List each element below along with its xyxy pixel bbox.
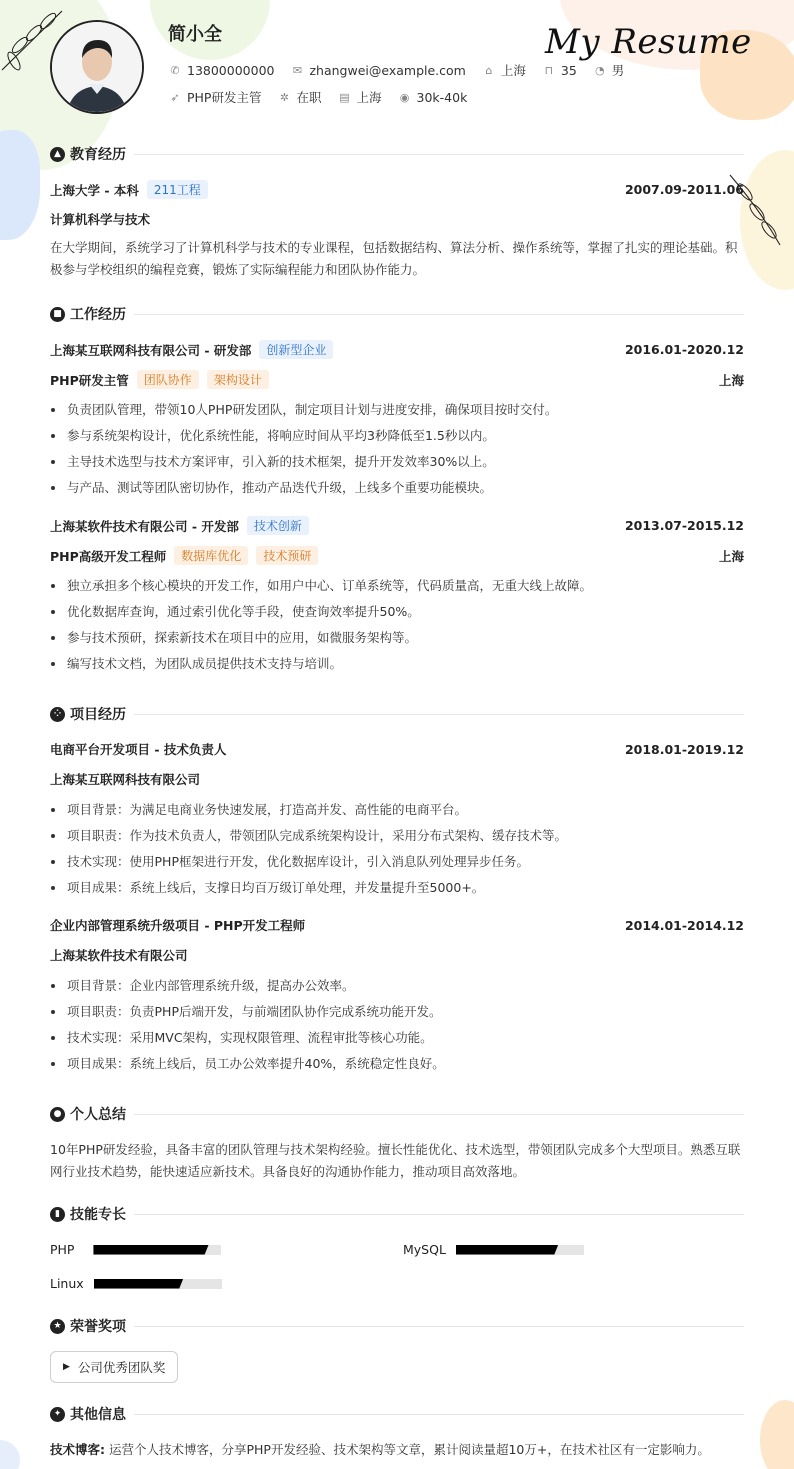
candidate-name: 简小全 [168,24,222,45]
job-city: 上海 [718,548,744,564]
decor-leaf [0,130,40,240]
skill-tag: 技术预研 [256,546,318,565]
job-title: PHP研发主管 [187,90,262,105]
skill-linux [50,1276,222,1291]
skill-name: MySQL [403,1242,446,1257]
job-date: 2016.01-2020.12 [624,342,744,357]
section-other [50,1404,744,1424]
list-item: 参与技术预研，探索新技术在项目中的应用，如微服务架构等。 [50,629,744,655]
user-icon: ● [50,1107,65,1122]
summary-text: 10年PHP研发经验，具备丰富的团队管理与技术架构经验。擅长性能优化、技术选型，带领团队完成多个大型项目。熟悉互联网行业技术趋势，能快速适应新技术。具备良好的沟通协作能力，推动项目高效落地。 [50,1142,741,1179]
job-status: 在职 [296,90,322,105]
list-item: 项目背景：企业内部管理系统升级，提高办公效率。 [50,977,744,1003]
skill-mysql [403,1242,584,1257]
skill-bar [94,1279,222,1289]
award-item [50,1351,178,1383]
cake-icon: ⊓ [544,63,554,77]
project-date: 2018.01-2019.12 [624,741,744,757]
education-date: 2007.09-2011.06 [624,182,744,197]
skill-name: Linux [50,1276,84,1291]
company-tag: 创新型企业 [259,340,333,359]
divider [134,1114,744,1115]
avatar [50,20,144,114]
company-tag: 技术创新 [247,516,309,535]
skill-bar-fill [93,1245,208,1255]
email-icon: ✉ [292,63,303,77]
list-item: 与产品、测试等团队密切协作，推动产品迭代升级，上线多个重要功能模块。 [50,479,744,505]
skill-bar [456,1245,584,1255]
money-icon: ◉ [399,90,410,104]
chart-icon: ▮ [50,1207,65,1222]
decor-leaf [0,1440,20,1469]
project-bullets [50,801,744,905]
list-item: 项目成果：系统上线后，支撑日均百万级订单处理，并发量提升至5000+。 [50,879,744,905]
section-summary [50,1104,744,1124]
section-title: 教育经历 [70,147,126,163]
position: PHP高级开发工程师 [50,548,167,564]
briefcase-icon: ■ [50,307,65,322]
resume-header [0,0,794,120]
job-position-row [50,370,744,389]
other-label: 技术博客: [50,1442,105,1457]
project-company: 上海某软件技术有限公司 [50,948,188,963]
grid-icon: ⁘ [50,707,65,722]
award-icon: ★ [50,1319,65,1334]
send-icon: ➶ [170,90,180,104]
section-projects [50,704,744,724]
section-title: 其他信息 [70,1407,126,1423]
section-honors [50,1316,744,1336]
job-bullets [50,577,744,681]
job-intent-row [168,88,483,106]
list-item: 技术实现：采用MVC架构，实现权限管理、流程审批等核心功能。 [50,1029,744,1055]
major: 计算机科学与技术 [50,212,151,227]
skill-bar-fill [456,1245,558,1255]
job-position-row [50,546,744,565]
list-item: 技术实现：使用PHP框架进行开发，优化数据库设计，引入消息队列处理异步任务。 [50,853,744,879]
other-info [50,1440,750,1458]
divider [134,154,744,155]
project-bullets [50,977,744,1081]
skill-php [50,1242,221,1257]
award-name: 公司优秀团队奖 [77,1360,166,1375]
skill-tag: 架构设计 [207,370,269,389]
list-item: 项目背景：为满足电商业务快速发展，打造高并发、高性能的电商平台。 [50,801,744,827]
list-item: 编写技术文档，为团队成员提供技术支持与培训。 [50,655,744,681]
skill-tag: 团队协作 [137,370,199,389]
section-education [50,144,744,164]
divider [134,714,744,715]
other-text: 运营个人技术博客，分享PHP开发经验、技术架构等文章，累计阅读量超10万+，在技术社区有一定影响力。 [108,1442,710,1457]
project-name: 企业内部管理系统升级项目 - PHP开发工程师 [50,918,306,933]
school-tag: 211工程 [147,180,208,199]
divider [134,1214,744,1215]
project-company: 上海某互联网科技有限公司 [50,772,201,787]
skill-name: PHP [50,1242,75,1257]
work-city: 上海 [356,90,382,105]
education-description: 在大学期间，系统学习了计算机科学与技术的专业课程，包括数据结构、算法分析、操作系统等，掌握了扎实的理论基础。积极参与学校组织的编程竞赛，锻炼了实际编程能力和团队协作能力。 [50,240,738,277]
project-name-row [50,916,744,934]
company: 上海某互联网科技有限公司 - 研发部 [50,342,252,358]
gender: 男 [611,63,625,78]
home-icon: ⌂ [485,63,493,77]
gender-icon: ◔ [594,63,605,77]
section-work [50,304,744,324]
position: PHP研发主管 [50,372,129,388]
skill-tag: 数据库优化 [174,546,248,565]
list-item: 项目职责：负责PHP后端开发，与前端团队协作完成系统功能开发。 [50,1003,744,1029]
section-title: 工作经历 [70,307,126,323]
list-item: 优化数据库查询，通过索引优化等手段，使查询效率提升50%。 [50,603,744,629]
section-title: 项目经历 [70,707,126,723]
job-date: 2013.07-2015.12 [624,518,744,533]
email: zhangwei@example.com [309,62,466,78]
age: 35 [560,62,577,78]
skill-bar [93,1245,221,1255]
phone-icon: ✆ [170,63,180,77]
major-row [50,210,744,228]
list-item: 主导技术选型与技术方案评审，引入新的技术框架，提升开发效率30%以上。 [50,453,744,479]
section-title: 技能专长 [70,1207,126,1223]
school: 上海大学 - 本科 [50,182,139,198]
star-icon: ✦ [50,1407,65,1422]
avatar-portrait-icon [52,22,142,112]
my-resume-heading: My Resume [545,22,752,62]
project-date: 2014.01-2014.12 [624,917,744,933]
building-icon: ▤ [339,90,350,104]
graduation-cap-icon: ▲ [50,147,65,162]
location: 上海 [500,63,526,78]
job-city: 上海 [718,372,744,388]
list-item: 项目职责：作为技术负责人，带领团队完成系统架构设计，采用分布式架构、缓存技术等。 [50,827,744,853]
salary: 30k-40k [416,89,468,105]
list-item: 负责团队管理，带领10人PHP研发团队，制定项目计划与进度安排，确保项目按时交付。 [50,401,744,427]
project-name-row [50,740,744,758]
section-title: 个人总结 [70,1107,126,1123]
job-bullets [50,401,744,505]
divider [134,1414,744,1415]
job-company-row [50,516,744,535]
divider [134,314,744,315]
list-item: 项目成果：系统上线后，员工办公效率提升40%，系统稳定性良好。 [50,1055,744,1081]
gear-icon: ✲ [279,90,290,104]
section-title: 荣誉奖项 [70,1319,126,1335]
list-item: 参与系统架构设计，优化系统性能，将响应时间从平均3秒降低至1.5秒以内。 [50,427,744,453]
project-name: 电商平台开发项目 - 技术负责人 [50,742,227,757]
play-triangle-icon: ▶ [63,1362,70,1372]
phone: 13800000000 [187,62,275,78]
contact-row [168,61,640,79]
divider [134,1326,744,1327]
skill-bar-fill [94,1279,184,1289]
job-company-row [50,340,744,359]
list-item: 独立承担多个核心模块的开发工作，如用户中心、订单系统等，代码质量高，无重大线上故障。 [50,577,744,603]
company: 上海某软件技术有限公司 - 开发部 [50,518,239,534]
section-skills [50,1204,744,1224]
education-row [50,180,744,199]
decor-flower [760,1400,794,1469]
project-company-row [50,770,744,788]
project-company-row [50,946,744,964]
